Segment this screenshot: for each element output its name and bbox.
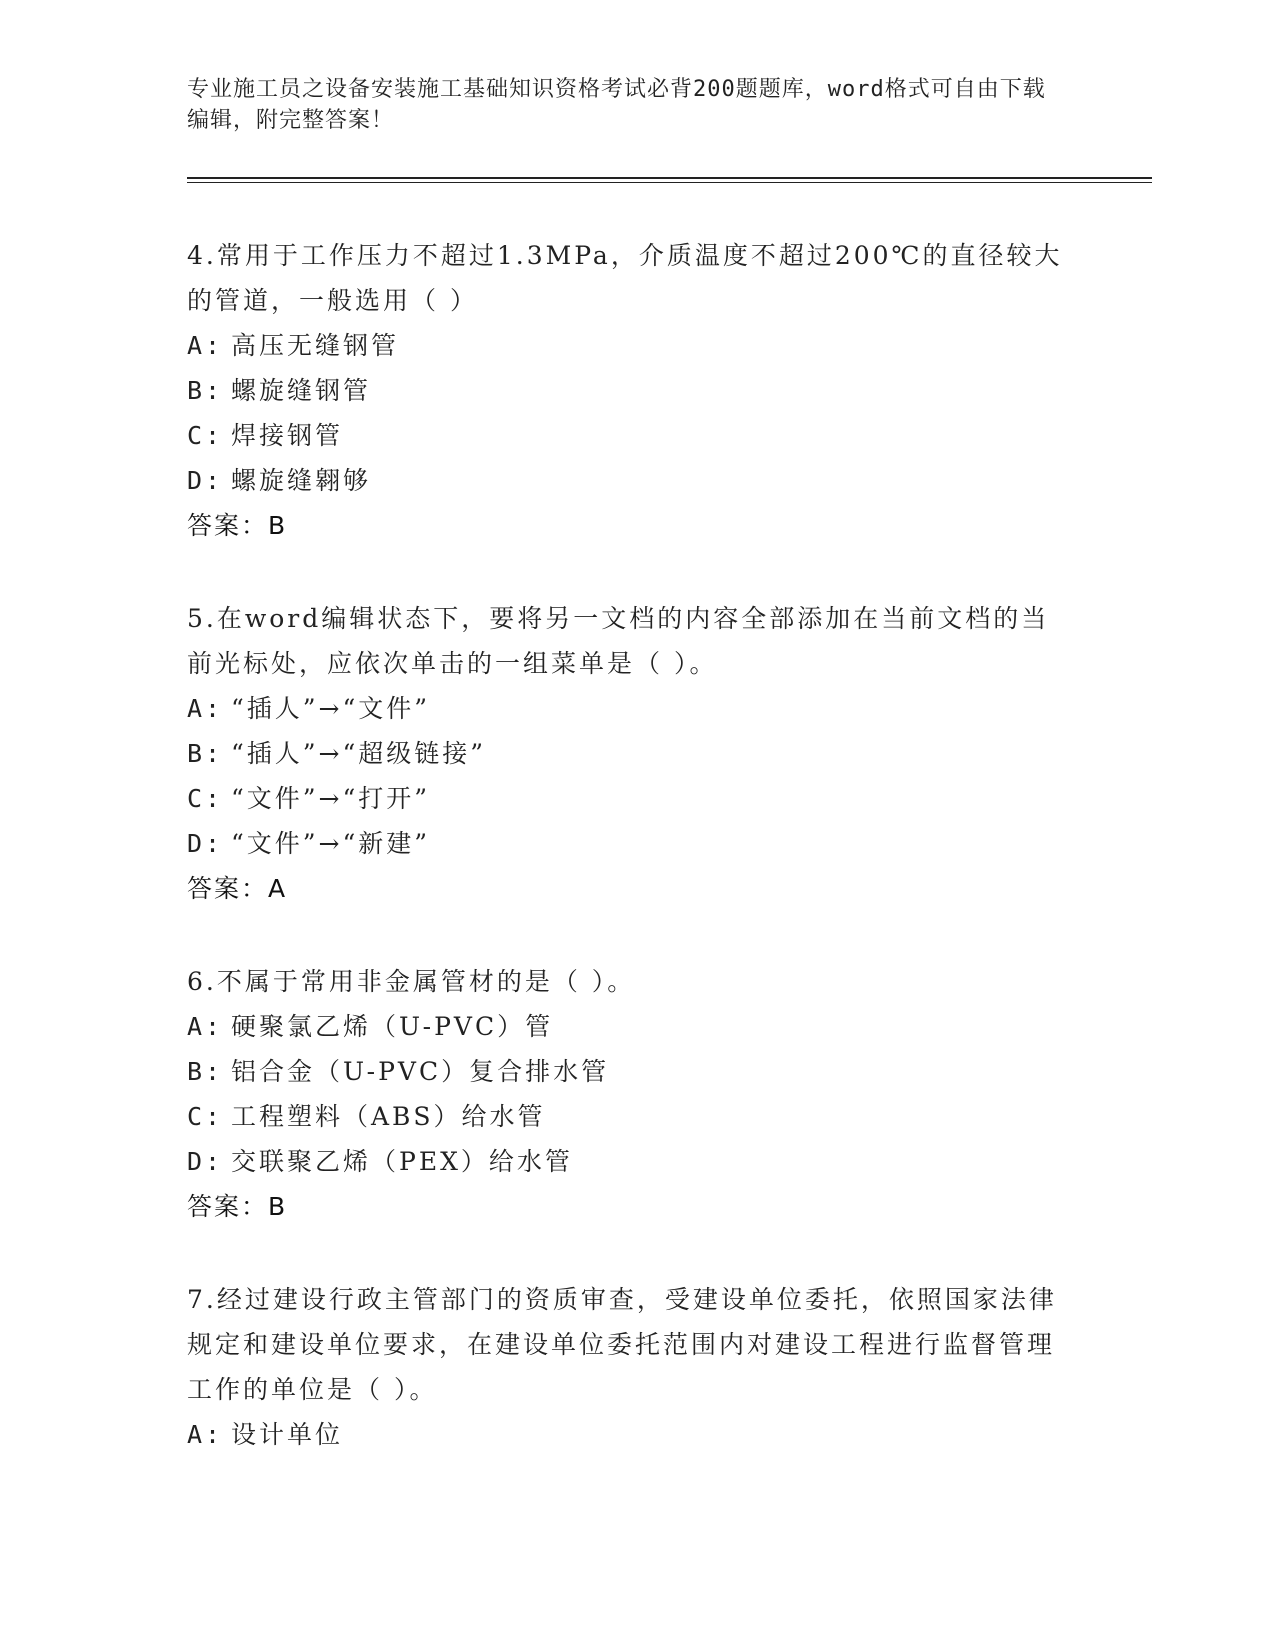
option-list <box>187 1004 1067 1184</box>
option-key: A: <box>187 694 224 723</box>
answer-line: 答案：A <box>187 874 288 903</box>
header-divider <box>187 177 1152 179</box>
option-list <box>187 323 1067 503</box>
option-key: B: <box>187 1057 224 1086</box>
header-divider-thin <box>187 182 1152 183</box>
option-key: A: <box>187 331 224 360</box>
option-b <box>187 731 1067 776</box>
document-header: 专业施工员之设备安装施工基础知识资格考试必背200题题库，word格式可自由下载编辑，附完整答案！ <box>187 77 1046 133</box>
option-a <box>187 323 1067 368</box>
option-d <box>187 1139 1067 1184</box>
option-b <box>187 368 1067 413</box>
option-c <box>187 776 1067 821</box>
option-text: 交联聚乙烯（PEX）给水管 <box>231 1147 573 1176</box>
question-6 <box>187 959 1067 1229</box>
option-b <box>187 1049 1067 1094</box>
option-c <box>187 1094 1067 1139</box>
option-d <box>187 821 1067 866</box>
question-stem: 7.经过建设行政主管部门的资质审查，受建设单位委托，依照国家法律规定和建设单位要求，在建设单位委托范围内对建设工程进行监督管理工作的单位是（ ）。 <box>187 1285 1057 1404</box>
option-text: “文件”→“打开” <box>231 784 431 813</box>
answer-line: 答案：B <box>187 1192 288 1221</box>
option-a <box>187 686 1067 731</box>
option-text: “插人”→“文件” <box>231 694 431 723</box>
question-4 <box>187 233 1067 548</box>
option-text: 螺旋缝钢管 <box>231 376 372 405</box>
option-text: 工程塑料（ABS）给水管 <box>231 1102 546 1131</box>
option-d <box>187 458 1067 503</box>
option-key: B: <box>187 376 224 405</box>
option-text: “文件”→“新建” <box>231 829 431 858</box>
option-key: D: <box>187 829 224 858</box>
option-key: A: <box>187 1012 224 1041</box>
question-stem: 6.不属于常用非金属管材的是（ ）。 <box>187 967 636 996</box>
option-key: C: <box>187 421 224 450</box>
option-text: 高压无缝钢管 <box>231 331 400 360</box>
option-c <box>187 413 1067 458</box>
option-text: “插人”→“超级链接” <box>231 739 487 768</box>
option-text: 设计单位 <box>231 1420 344 1449</box>
option-text: 螺旋缝翱够 <box>231 466 372 495</box>
answer-line: 答案：B <box>187 511 288 540</box>
question-5 <box>187 596 1067 911</box>
option-key: D: <box>187 466 224 495</box>
option-text: 硬聚氯乙烯（U-PVC）管 <box>231 1012 554 1041</box>
option-a <box>187 1412 1067 1457</box>
option-a <box>187 1004 1067 1049</box>
question-7 <box>187 1277 1067 1457</box>
document-page <box>187 0 1152 1650</box>
option-key: A: <box>187 1420 224 1449</box>
option-text: 铝合金（U-PVC）复合排水管 <box>231 1057 610 1086</box>
option-list <box>187 1412 1067 1457</box>
option-key: B: <box>187 739 224 768</box>
option-key: D: <box>187 1147 224 1176</box>
option-key: C: <box>187 1102 224 1131</box>
option-text: 焊接钢管 <box>231 421 344 450</box>
question-stem: 4.常用于工作压力不超过1.3MPa，介质温度不超过200℃的直径较大的管道，一般选用（ ） <box>187 241 1063 315</box>
option-list <box>187 686 1067 866</box>
option-key: C: <box>187 784 224 813</box>
question-stem: 5.在word编辑状态下，要将另一文档的内容全部添加在当前文档的当前光标处，应依次单击的一组菜单是（ ）。 <box>187 604 1050 678</box>
